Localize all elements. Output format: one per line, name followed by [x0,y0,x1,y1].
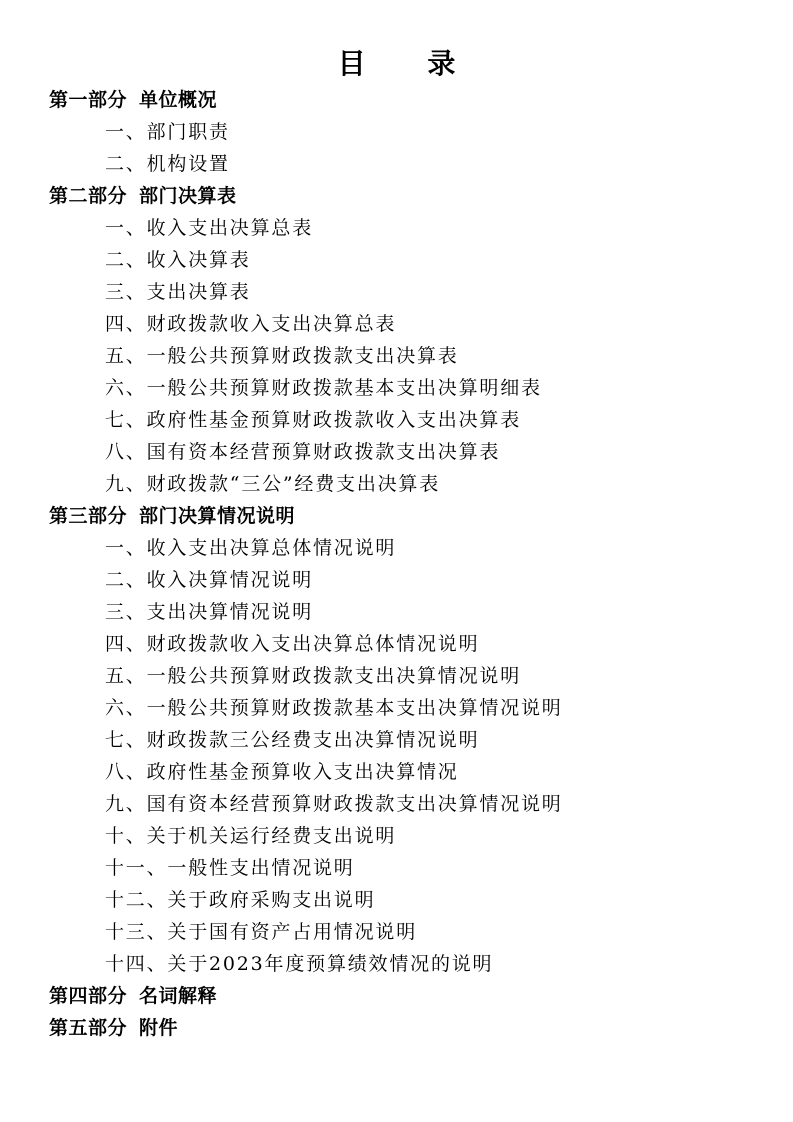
toc-item: 七、财政拨款三公经费支出决算情况说明 [105,729,480,751]
toc-item: 十二、关于政府采购支出说明 [105,889,376,911]
toc-item: 三、支出决算情况说明 [105,601,314,623]
toc-item: 四、财政拨款收入支出决算总表 [105,313,397,335]
toc-item: 一、收入支出决算总体情况说明 [105,537,397,559]
toc-item: 四、财政拨款收入支出决算总体情况说明 [105,633,480,655]
table-of-contents [49,84,749,1044]
toc-part-name: 附件 [139,1017,179,1039]
toc-item: 一、部门职责 [105,121,230,143]
toc-item: 七、政府性基金预算财政拨款收入支出决算表 [105,409,522,431]
page-title: 目 录 [337,47,482,80]
toc-item: 十、关于机关运行经费支出说明 [105,825,397,847]
toc-part-5 [49,1012,749,1044]
toc-item: 十一、一般性支出情况说明 [105,857,355,879]
toc-part-name: 名词解释 [139,985,218,1007]
toc-part-label: 第二部分 [49,185,128,207]
toc-item: 二、收入决算情况说明 [105,569,314,591]
toc-part-name: 部门决算情况说明 [139,505,296,527]
toc-item: 十四、关于2023年度预算绩效情况的说明 [105,953,494,975]
toc-item: 五、一般公共预算财政拨款支出决算情况说明 [105,665,522,687]
toc-item: 二、收入决算表 [105,249,251,271]
toc-item: 六、一般公共预算财政拨款基本支出决算明细表 [105,377,542,399]
toc-item: 六、一般公共预算财政拨款基本支出决算情况说明 [105,697,563,719]
toc-item: 一、收入支出决算总表 [105,217,314,239]
toc-item: 八、国有资本经营预算财政拨款支出决算表 [105,441,501,463]
toc-part-1 [49,84,749,116]
toc-item: 二、机构设置 [105,153,230,175]
toc-item: 九、国有资本经营预算财政拨款支出决算情况说明 [105,793,563,815]
toc-item: 五、一般公共预算财政拨款支出决算表 [105,345,459,367]
toc-item: 八、政府性基金预算收入支出决算情况 [105,761,459,783]
toc-item: 三、支出决算表 [105,281,251,303]
toc-part-name: 单位概况 [139,89,218,111]
toc-item: 九、财政拨款“三公”经费支出决算表 [105,473,441,495]
toc-part-2 [49,180,749,212]
toc-part-label: 第五部分 [49,1017,128,1039]
toc-part-label: 第一部分 [49,89,128,111]
toc-part-label: 第三部分 [49,505,128,527]
toc-part-4 [49,980,749,1012]
toc-part-label: 第四部分 [49,985,128,1007]
toc-part-name: 部门决算表 [139,185,237,207]
toc-item: 十三、关于国有资产占用情况说明 [105,921,418,943]
toc-part-3 [49,500,749,532]
